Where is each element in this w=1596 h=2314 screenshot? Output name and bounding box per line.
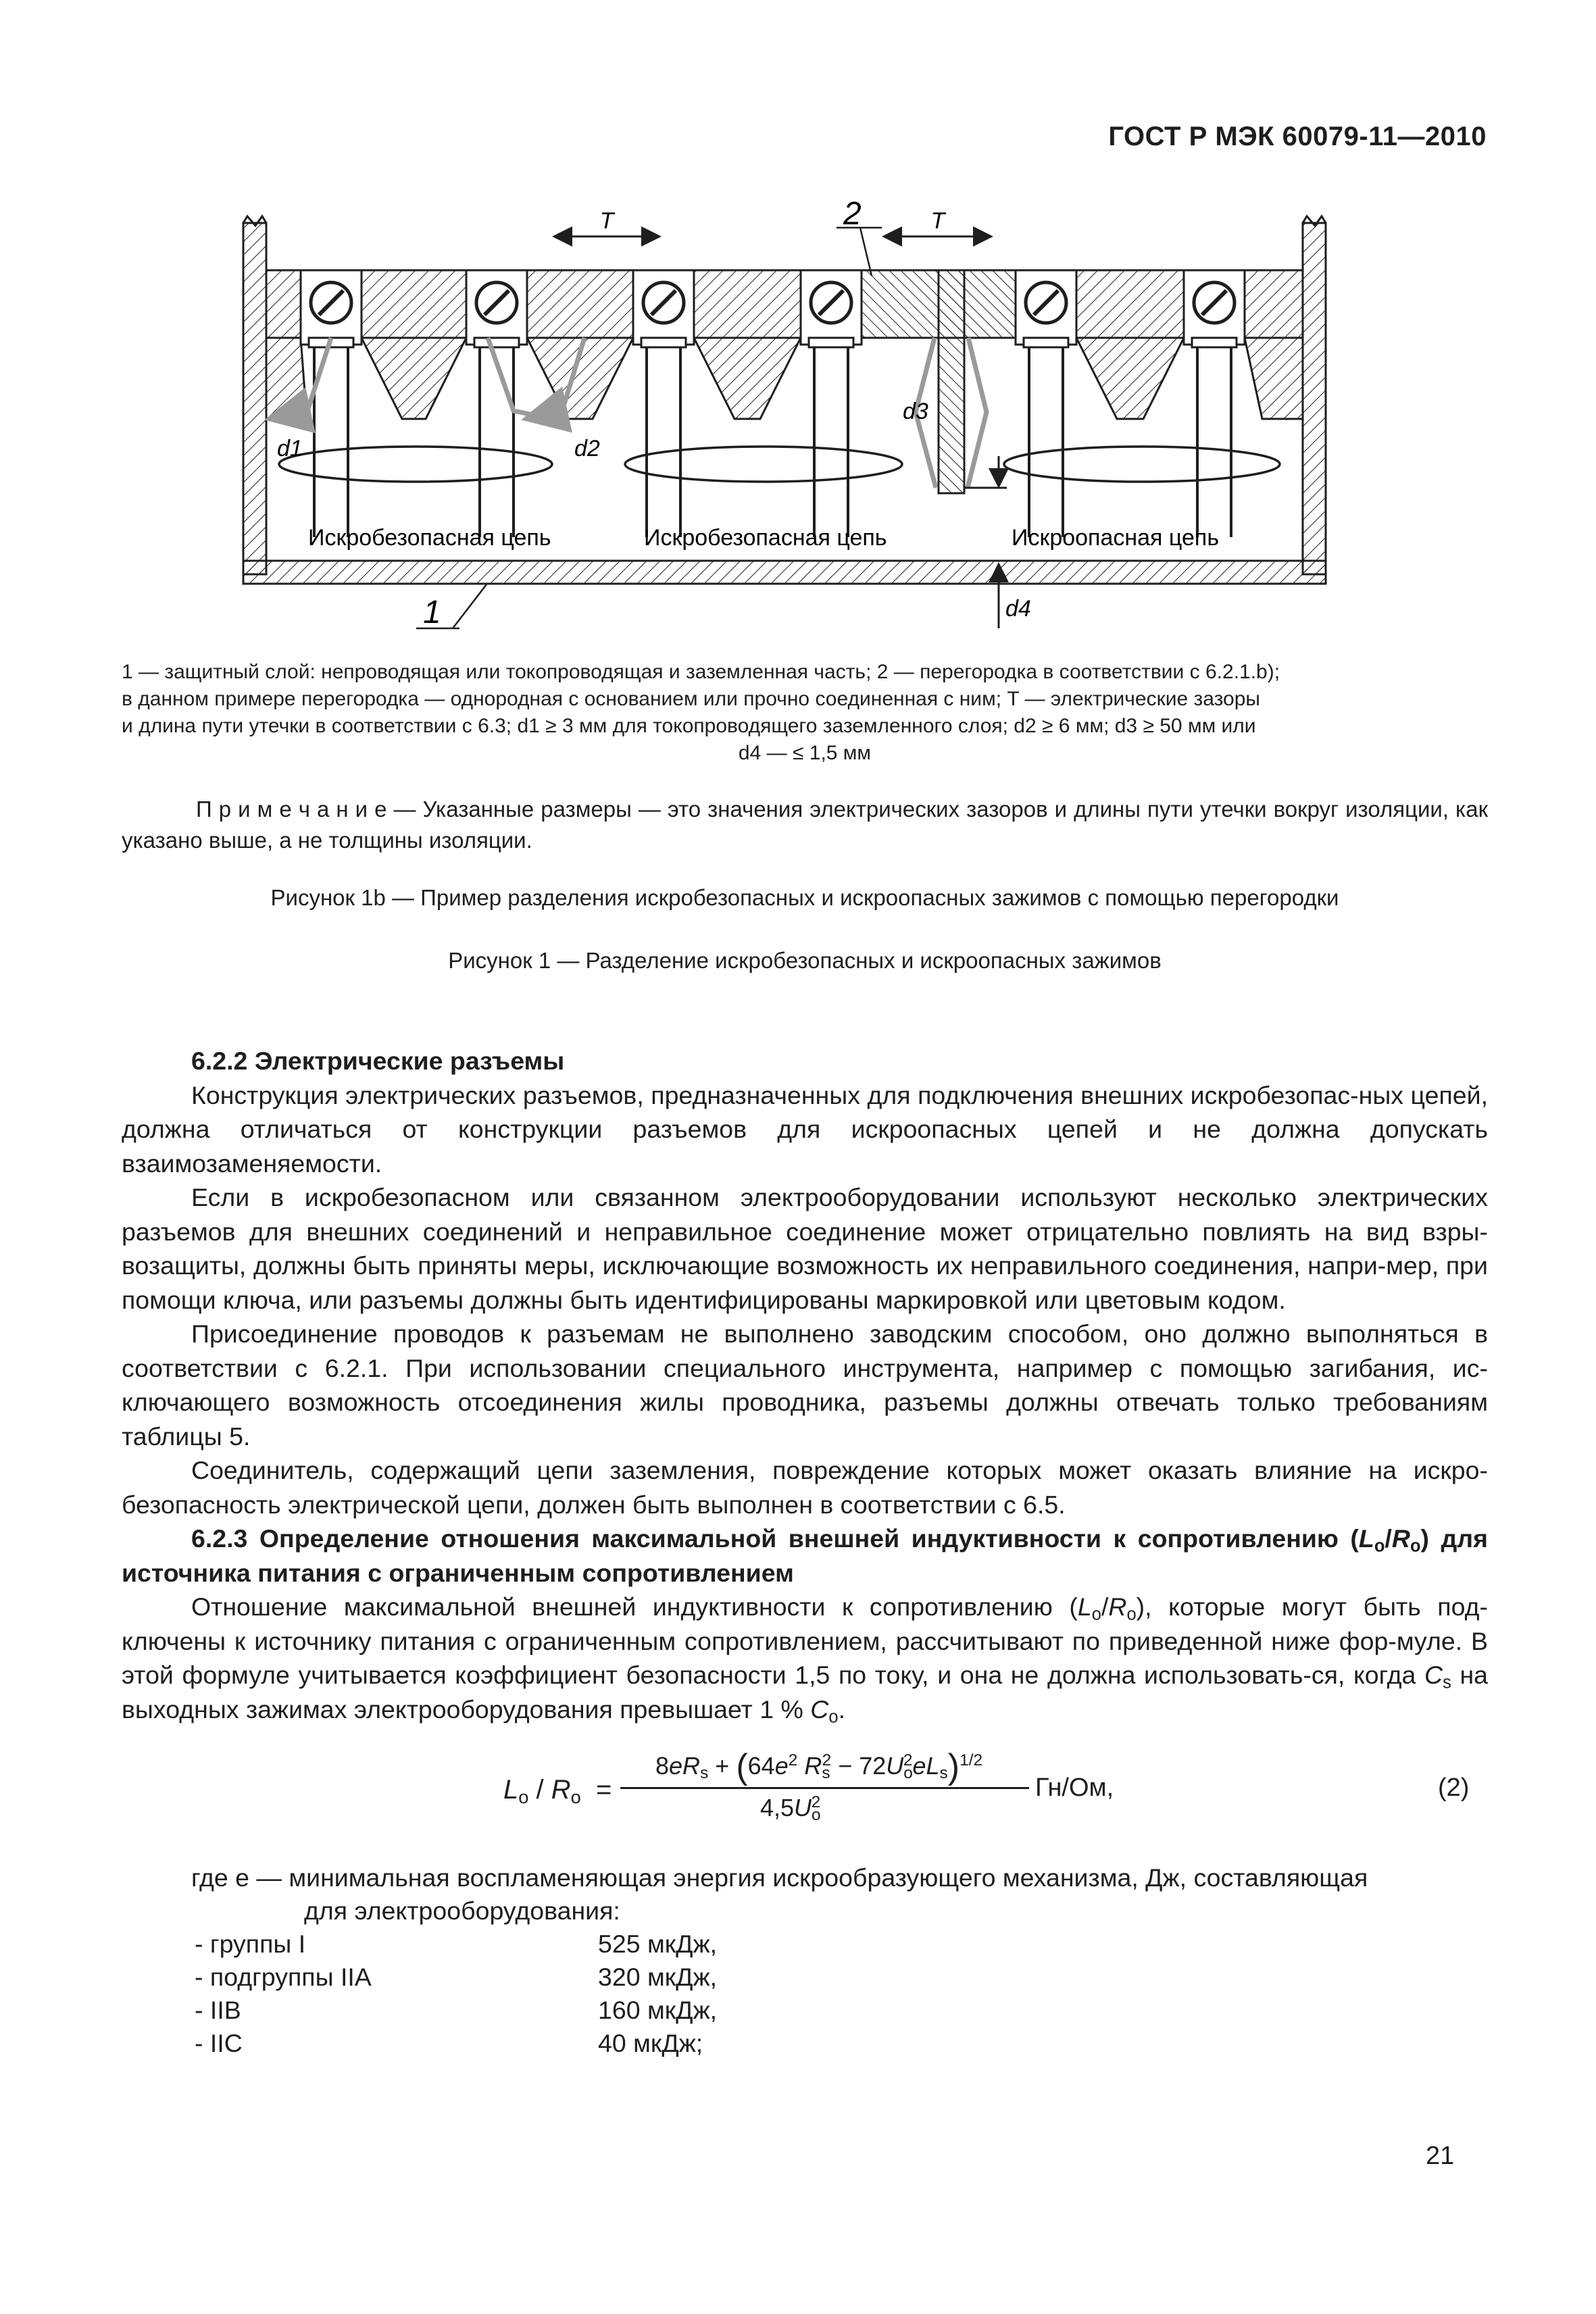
- note-text: — Указанные размеры — это значения электрических зазоров и длины пути утечки вокруг изоляции, как указано выше, а не толщины изоляции.: [122, 797, 1488, 853]
- main-text: [122, 1044, 1488, 1726]
- label-d2: d2: [574, 436, 600, 461]
- figure-legend: [122, 659, 1488, 767]
- group-row: - IIC 40 мкДж;: [195, 2029, 703, 2057]
- legend-line-1: 1 — защитный слой: непроводящая или токопроводящая и заземленная часть; 2 — перегородка в соответствии с 6.2.1.b);: [122, 661, 1280, 683]
- paragraph: Конструкция электрических разъемов, предназначенных для подключения внешних искробезопас-ных цепей, должна отличаться от конструкции разъемов для искроопасных цепей и не должна допускать взаимозаменяемости.: [122, 1080, 1488, 1178]
- note: [122, 794, 1488, 856]
- label-circuit-ib-1: Искробезопасная цепь: [308, 525, 551, 551]
- terminal-strip: [266, 270, 1303, 537]
- label-t-right: T: [930, 208, 945, 234]
- formula-number: (2): [1438, 1774, 1470, 1802]
- label-circuit-io: Искроопасная цепь: [1012, 525, 1220, 551]
- group-row: - группы I 525 мкДж,: [195, 1930, 718, 1958]
- legend-line-3: и длина пути утечки в соответствии с 6.3; d1 ≥ 3 мм для токопроводящего заземленного слоя; d2 ≥ 6 мм; d3 ≥ 50 мм или: [122, 715, 1256, 737]
- fraction-bar: [620, 1787, 1029, 1789]
- formula-denominator: $4,5U_o^2$: [760, 1793, 821, 1825]
- paragraph: Отношение максимальной внешней индуктивности к сопротивлению $(L_o/R_o)$, которые могут быть под-ключены к источнику питания с ограниченным сопротивлением, рассчитывают по приведенной ниже фор-муле. В этой формуле учитывается коэффициент безопасности 1,5 по току, и она не должна использовать-ся, когда $C_s$ на выходных зажимах электрооборудования превышает 1 % $C_o$.: [122, 1592, 1489, 1726]
- formula-numerator: $8eR_s + (64e^2$ $R_s^2 - 72U_o^2eL_s)^{1/2}$: [655, 1747, 983, 1786]
- label-d1: d1: [277, 436, 303, 461]
- figure-1b-diagram: [115, 196, 1331, 655]
- note-label: П р и м е ч а н и е: [196, 797, 387, 822]
- caption-figure-1: Рисунок 1 — Разделение искробезопасных и искроопасных зажимов: [448, 948, 1162, 973]
- group-row: - IIB 160 мкДж,: [195, 1996, 718, 2024]
- cable-loops: [279, 447, 1280, 482]
- legend-line-4: d4 — ≤ 1,5 мм: [738, 742, 872, 764]
- label-d3: d3: [903, 399, 928, 424]
- paragraph: Если в искробезопасном или связанном электрооборудовании используют несколько электрических разъемов для внешних соединений и неправильное соединение может отрицательно повлиять на вид взры-возащиты, должны быть приняты меры, исключающие возможность их неправильного соединения, напри-мер, при помощи ключа, или разъемы должны быть идентифицированы маркировкой или цветовым кодом.: [122, 1183, 1488, 1314]
- label-num-2: 2: [843, 196, 862, 232]
- formula-2: [122, 1740, 1488, 1841]
- definition-cont: для электрооборудования:: [304, 1896, 620, 1925]
- group-row: - подгруппы IIA 320 мкДж,: [195, 1963, 718, 1991]
- page-number: 21: [1426, 2142, 1455, 2170]
- paragraph: Соединитель, содержащий цепи заземления, повреждение которых может оказать влияние на искро-безопасность электрической цепи, должен быть выполнен в соответствии с 6.5.: [122, 1456, 1488, 1519]
- legend-line-2: в данном примере перегородка — однородная с основанием или прочно соединенная с ним; T — электрические зазоры: [122, 688, 1260, 710]
- label-num-1: 1: [423, 595, 441, 630]
- partition: [939, 270, 964, 493]
- formula-unit: Гн/Ом,: [1035, 1774, 1114, 1802]
- label-t-left: T: [599, 208, 614, 234]
- definition-lead: где e — минимальная воспламеняющая энергия искрообразующего механизма, Дж, составляющая: [191, 1863, 1368, 1892]
- heading-6-2-2: 6.2.2 Электрические разъемы: [191, 1047, 565, 1075]
- paragraph: Присоединение проводов к разъемам не выполнено заводским способом, оно должно выполняться в соответствии с 6.2.1. При использовании специального инструмента, например с помощью загибания, ис-ключающего возможность отсоединения жилы проводника, разъемы должны отвечать только требованиям таблицы 5.: [122, 1319, 1488, 1451]
- definitions: [122, 1861, 1488, 2060]
- label-circuit-ib-2: Искробезопасная цепь: [644, 525, 887, 551]
- formula-lhs: $L_o / R_o$ =: [503, 1775, 612, 1807]
- caption-figure-1b: Рисунок 1b — Пример разделения искробезопасных и искроопасных зажимов с помощью перегородки: [270, 885, 1339, 910]
- label-d4: d4: [1005, 596, 1031, 622]
- heading-6-2-3: 6.2.3 Определение отношения максимальной внешней индуктивности к сопротивлению $(L_o/R_o)$ для источника питания с ограниченным сопротивлением: [122, 1524, 1488, 1587]
- document-header: ГОСТ Р МЭК 60079-11—2010: [1108, 122, 1487, 151]
